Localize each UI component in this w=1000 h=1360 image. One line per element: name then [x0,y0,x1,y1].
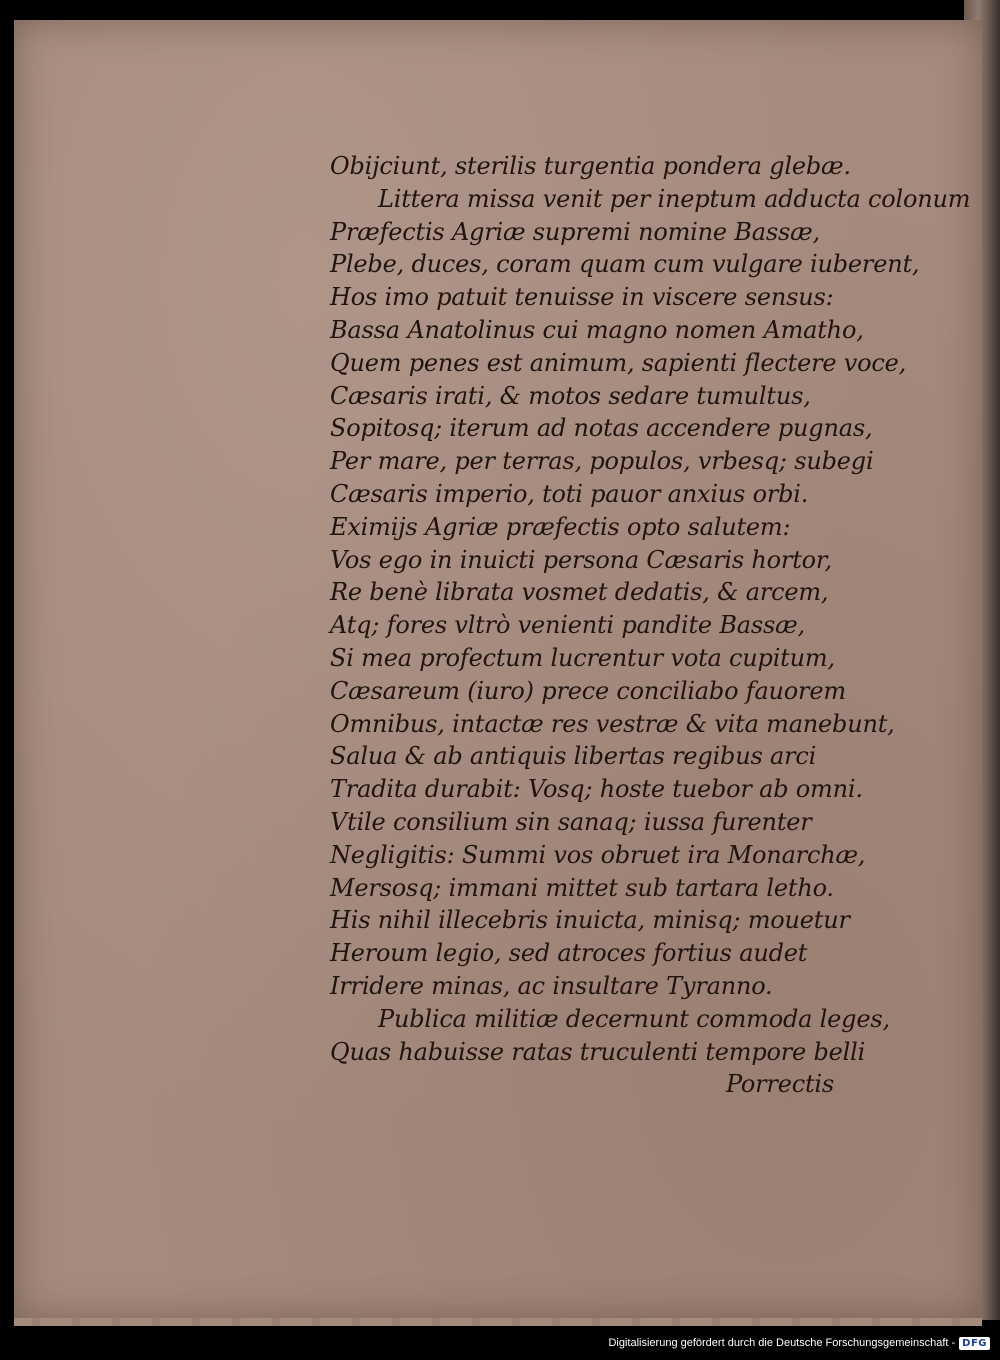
credit-text: Digitalisierung gefördert durch die Deutsche Forschungsgemeinschaft - [608,1337,956,1349]
text-line: Quas habuisse ratas truculenti tempore belli [330,1037,866,1066]
text-line: Cæsareum (iuro) prece conciliabo fauorem [330,676,846,705]
poem-text-block [330,150,971,1101]
dfg-logo: DFG [959,1337,990,1350]
text-line: Omnibus, intactæ res vestræ & vita manebunt, [330,709,895,738]
text-line: Re benè librata vosmet dedatis, & arcem, [330,578,829,607]
catchword: Porrectis [725,1070,834,1099]
text-line: His nihil illecebris inuicta, minisq; mouetur [330,906,850,935]
text-line: Mersosq; immani mittet sub tartara letho. [330,873,834,902]
text-line: Atq; fores vltrò venienti pandite Bassæ, [330,611,805,640]
text-line: Cæsaris irati, & motos sedare tumultus, [330,381,811,410]
text-line: Negligitis: Summi vos obruet ira Monarchæ, [330,840,866,869]
text-line: Littera missa venit per ineptum adducta colonum [378,184,971,213]
text-line: Eximijs Agriæ præfectis opto salutem: [330,512,791,541]
text-line: Salua & ab antiquis libertas regibus arci [330,742,817,771]
text-line: Heroum legio, sed atroces fortius audet [330,939,808,968]
text-line: Bassa Anatolinus cui magno nomen Amatho, [330,315,864,344]
text-line: Tradita durabit: Vosq; hoste tuebor ab omni. [330,775,863,804]
text-line: Publica militiæ decernunt commoda leges, [378,1004,890,1033]
text-line: Vtile consilium sin sanaq; iussa furenter [330,807,812,836]
text-line: Hos imo patuit tenuisse in viscere sensus: [330,283,834,312]
text-line: Obijciunt, sterilis turgentia pondera glebæ. [330,152,851,180]
text-line: Plebe, duces, coram quam cum vulgare iuberent, [330,250,920,279]
text-line: Quem penes est animum, sapienti flectere voce, [330,348,907,377]
digitization-credit [606,1329,992,1357]
text-line: Cæsaris imperio, toti pauor anxius orbi. [330,479,809,508]
text-line: Præfectis Agriæ supremi nomine Bassæ, [330,217,820,246]
text-line: Irridere minas, ac insultare Tyranno. [330,971,773,1000]
text-line: Si mea profectum lucrentur vota cupitum, [330,643,835,672]
text-line: Sopitosq; iterum ad notas accendere pugnas, [330,414,873,443]
text-line: Per mare, per terras, populos, vrbesq; subegi [330,447,874,476]
text-line: Vos ego in inuicti persona Cæsaris hortor, [330,545,832,574]
